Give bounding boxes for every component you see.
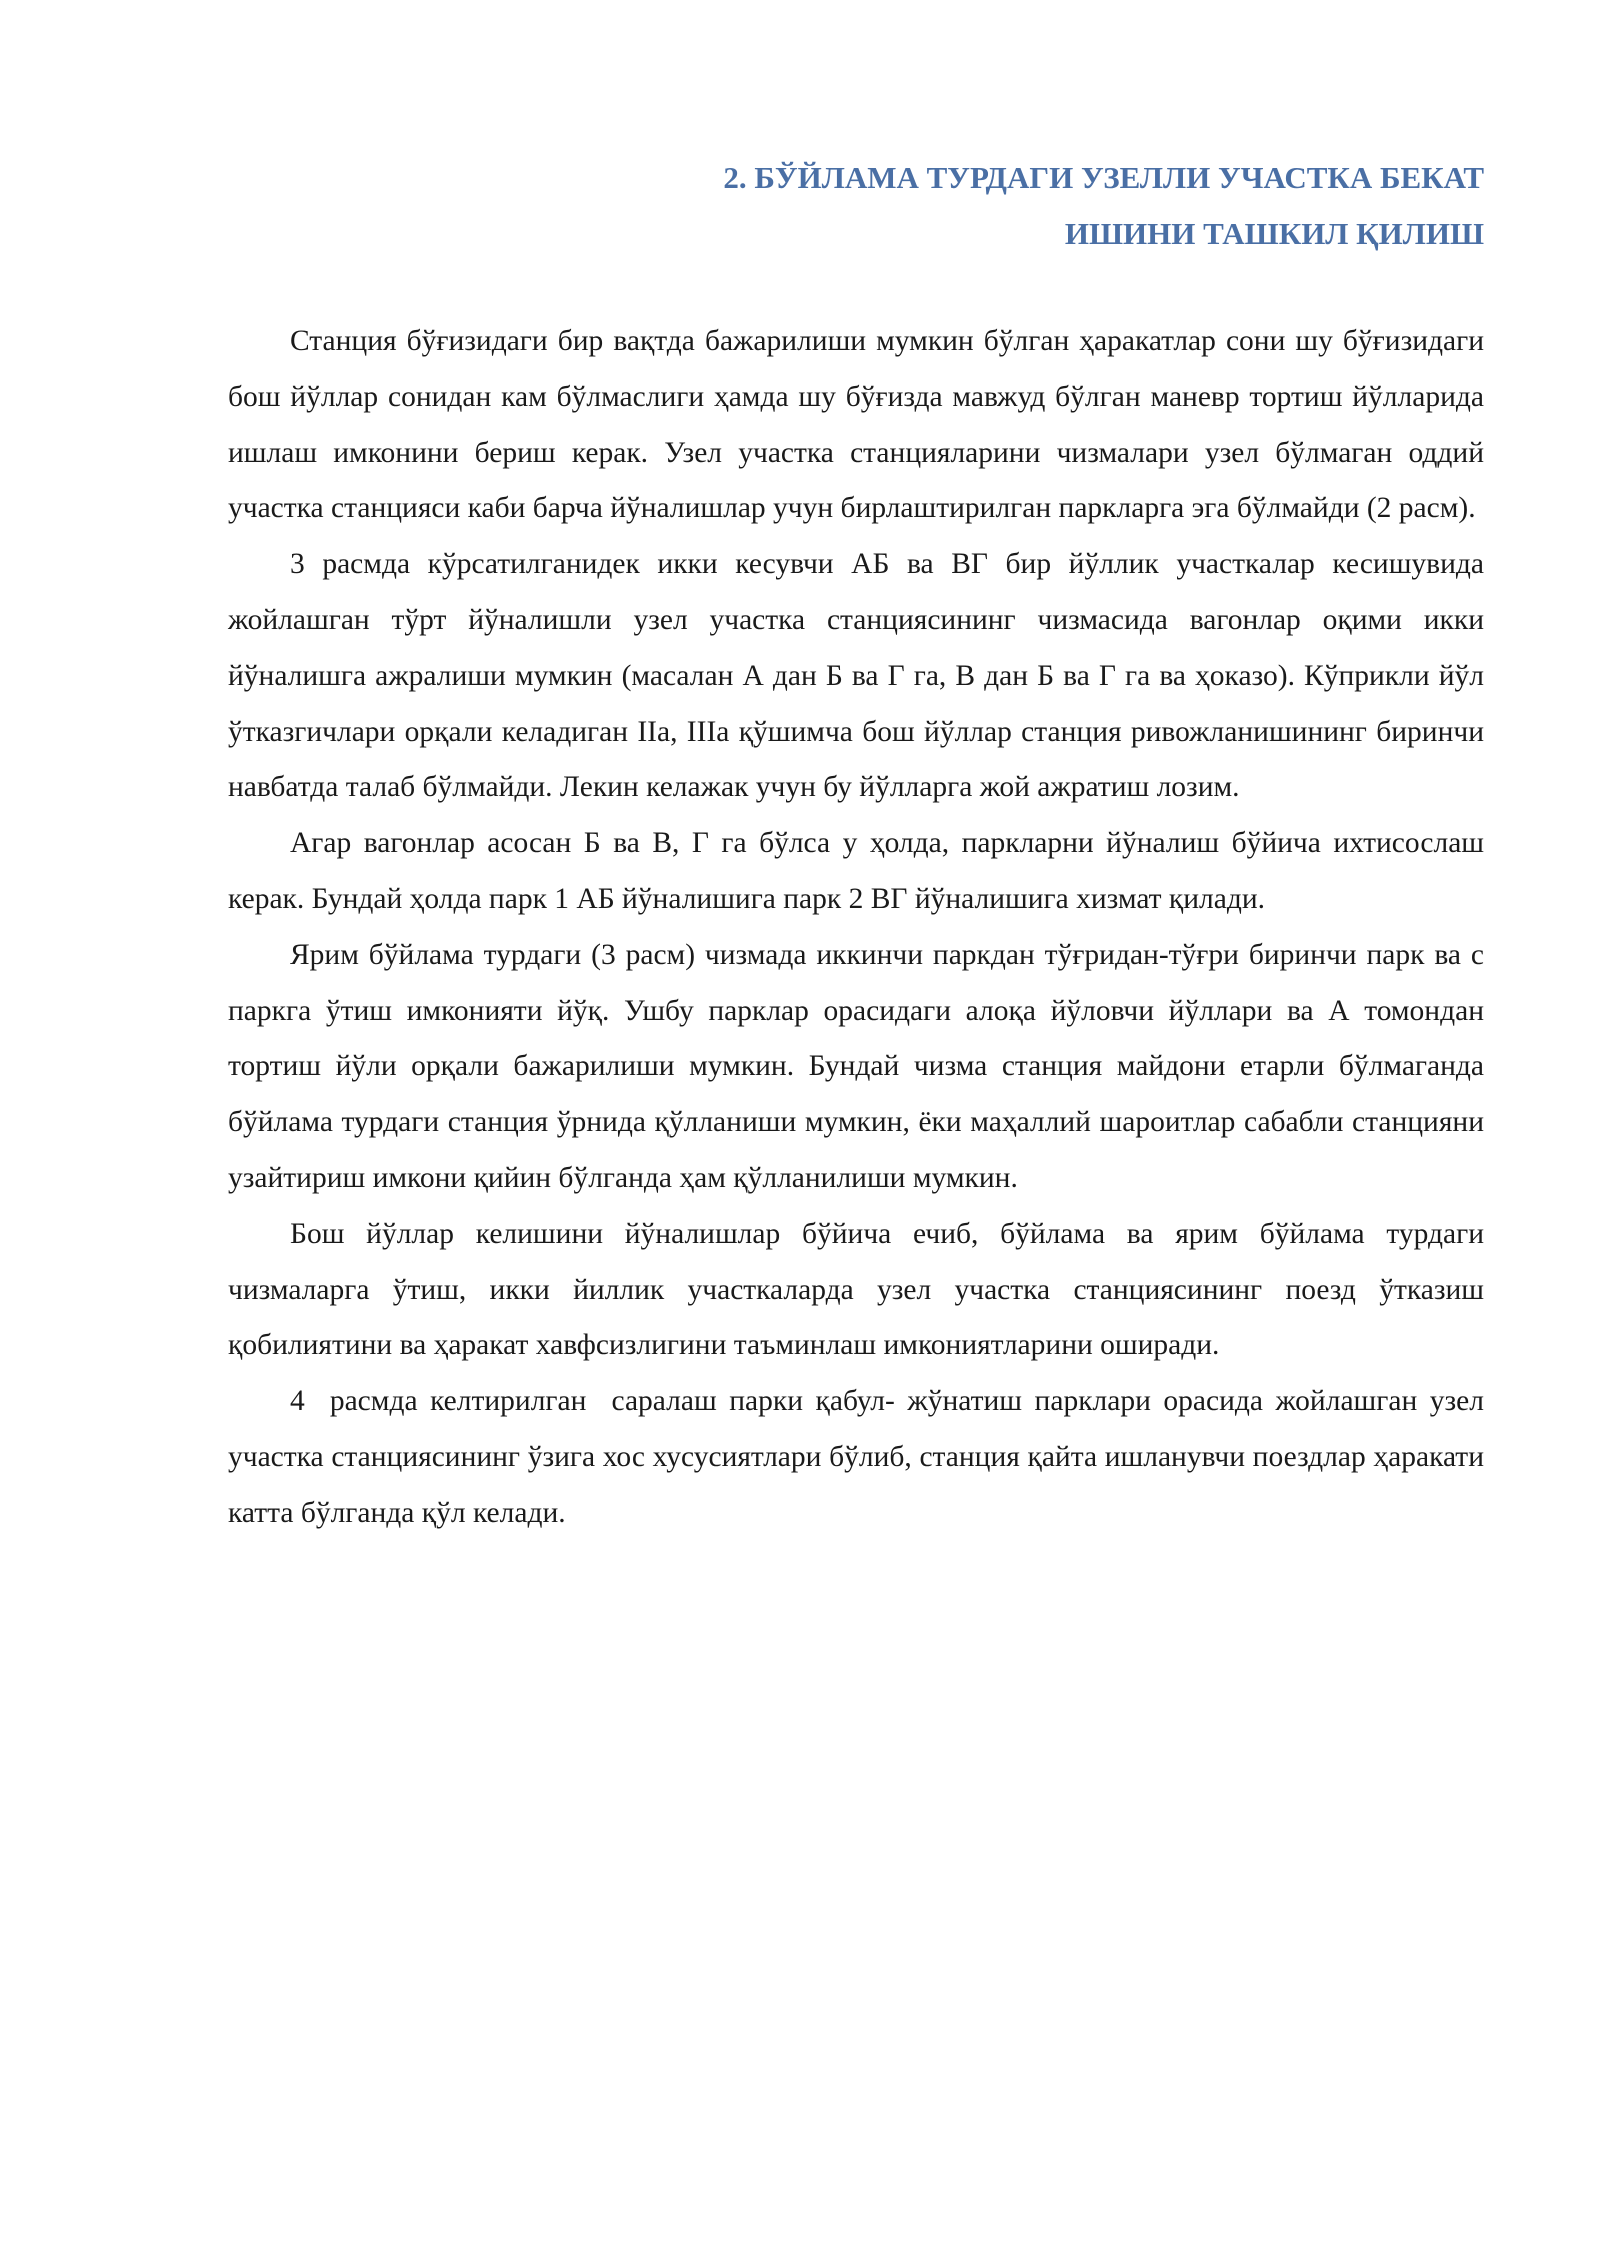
paragraph-6: 4 расмда келтирилган саралаш парки қабул- жўнатиш парклари орасида жойлашган узел участка станциясининг ўзига хос хусусиятлари бўлиб, станция қайта ишланувчи поездлар ҳаракати катта бўлганда қўл келади.	[228, 1385, 1492, 1529]
paragraph-4: Ярим бўйлама турдаги (3 расм) чизмада иккинчи паркдан тўғридан-тўғри биринчи парк ва с паркга ўтиш имконияти йўқ. Ушбу парклар орасидаги алоқа йўловчи йўллари ва А томондан тортиш йўли орқали бажарилиши мумкин. Бундай чизма станция майдони етарли бўлмаганда бўйлама турдаги станция ўрнида қўлланиши мумкин, ёки маҳаллий шароитлар сабабли станцияни узайтириш имкони қийин бўлганда ҳам қўлланилиши мумкин.	[228, 938, 1492, 1194]
body-text	[228, 314, 1492, 1542]
heading-line-2: ИШИНИ ТАШКИЛ ҚИЛИШ	[1064, 216, 1484, 251]
document-page	[228, 0, 1492, 1542]
paragraph-1: Станция бўғизидаги бир вақтда бажарилиши мумкин бўлган ҳаракатлар сони шу бўғизидаги бош йўллар сонидан кам бўлмаслиги ҳамда шу бўғизда мавжуд бўлган маневр тортиш йўлларида ишлаш имконини бериш керак. Узел участка станцияларини чизмалари узел бўлмаган оддий участка станцияси каби барча йўналишлар учун бирлаштирилган паркларга эга бўлмайди (2 расм).	[228, 325, 1492, 525]
paragraph-5: Бош йўллар келишини йўналишлар бўйича ечиб, бўйлама ва ярим бўйлама турдаги чизмаларга ўтиш, икки йиллик участкаларда узел участка станциясининг поезд ўтказиш қобилиятини ва ҳаракат хавфсизлигини таъминлаш имкониятларини оширади.	[228, 1217, 1492, 1362]
paragraph-3: Агар вагонлар асосан Б ва В, Г га бўлса у ҳолда, паркларни йўналиш бўйича ихтисослаш керак. Бундай ҳолда парк 1 АБ йўналишига парк 2 ВГ йўналишига хизмат қилади.	[228, 827, 1492, 915]
paragraph-2: 3 расмда кўрсатилганидек икки кесувчи АБ ва ВГ бир йўллик участкалар кесишувида жойлашган тўрт йўналишли узел участка станциясининг чизмасида вагонлар оқими икки йўналишга ажралиши мумкин (масалан А дан Б ва Г га, В дан Б ва Г га ва ҳоказо). Кўприкли йўл ўтказгичлари орқали келадиган IIа, IIIа қўшимча бош йўллар станция ривожланишининг биринчи навбатда талаб бўлмайди. Лекин келажак учун бу йўлларга жой ажратиш лозим.	[228, 548, 1492, 804]
section-heading	[228, 150, 1484, 262]
heading-line-1: 2. БЎЙЛАМА ТУРДАГИ УЗЕЛЛИ УЧАСТКА БЕКАТ	[723, 160, 1484, 195]
